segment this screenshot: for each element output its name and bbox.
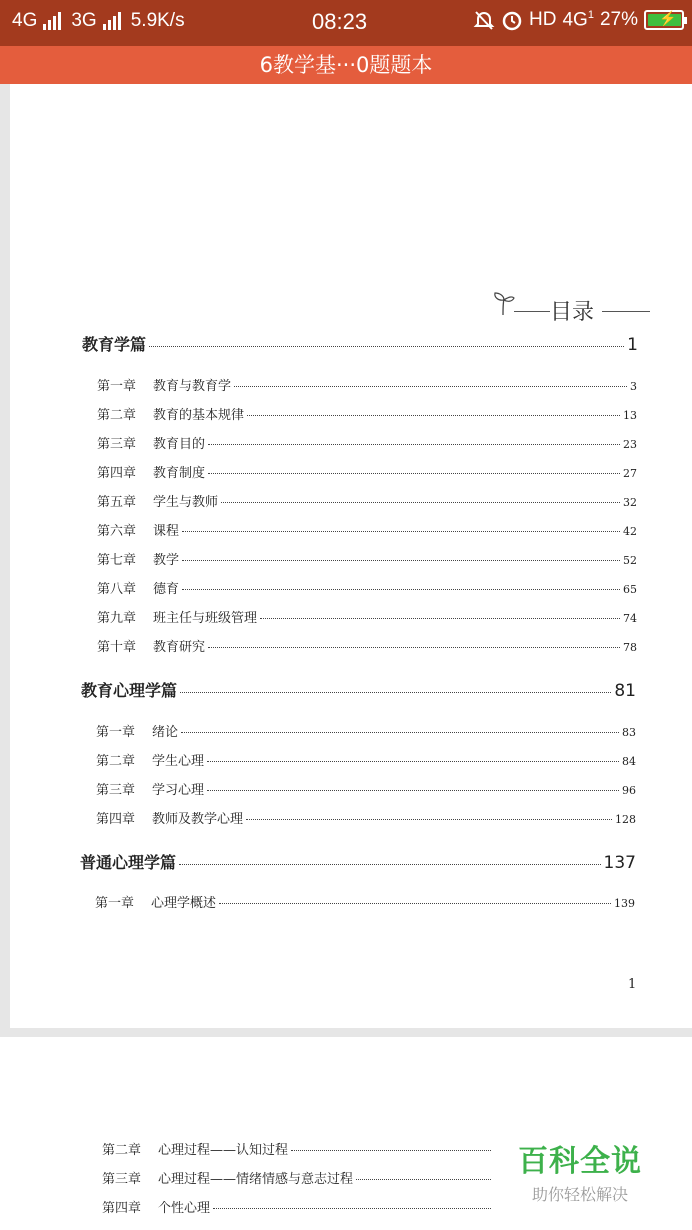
- toc-divider-right: [602, 311, 650, 312]
- chapter-title: 教师及教学心理: [152, 812, 244, 827]
- chapter-number: 第四章: [97, 466, 137, 481]
- chapter-title: 班主任与班级管理: [153, 611, 258, 626]
- toc-chapter[interactable]: [96, 808, 636, 827]
- chapter-title: 德育: [153, 582, 180, 597]
- chapter-page: 32: [623, 496, 637, 509]
- toc-chapter[interactable]: [97, 404, 637, 423]
- clock: 08:23: [312, 9, 368, 34]
- chapter-title: 心理学概述: [151, 896, 217, 911]
- toc-divider-left: [514, 311, 550, 312]
- chapter-page: 27: [623, 467, 637, 480]
- chapter-number: 第三章: [97, 437, 137, 452]
- toc-chapter[interactable]: [96, 750, 636, 769]
- chapter-number: 第一章: [96, 725, 136, 740]
- chapter-page: 128: [615, 813, 636, 826]
- chapter-title: 教育制度: [153, 466, 206, 481]
- chapter-title: 个性心理: [158, 1201, 211, 1216]
- chapter-page: 3: [630, 380, 637, 393]
- toc-chapter[interactable]: [95, 892, 635, 911]
- toc-heading: [492, 287, 652, 327]
- chapter-number: 第九章: [97, 611, 137, 626]
- toc-chapter[interactable]: [96, 779, 636, 798]
- chapter-page: 139: [614, 897, 635, 910]
- chapter-title: 学生心理: [152, 754, 205, 769]
- toc-section[interactable]: [80, 850, 636, 873]
- chapter-page: 78: [623, 641, 637, 654]
- toc-chapter[interactable]: [96, 721, 636, 740]
- chapter-page: 65: [623, 583, 637, 596]
- chapter-title: 心理过程——情绪情感与意志过程: [158, 1172, 354, 1187]
- section-title: 普通心理学篇: [80, 853, 177, 872]
- chapter-title: 绪论: [152, 725, 179, 740]
- toc-chapter[interactable]: [97, 636, 637, 655]
- toc-chapter[interactable]: [97, 433, 637, 452]
- toc-chapter[interactable]: [97, 491, 637, 510]
- chapter-number: 第四章: [102, 1201, 142, 1216]
- watermark-subtitle: 助你轻松解决: [531, 1185, 628, 1204]
- toc-section[interactable]: [81, 678, 636, 701]
- section-page: 81: [614, 681, 636, 701]
- chapter-title: 教育目的: [153, 437, 206, 452]
- chapter-page: 42: [623, 525, 637, 538]
- chapter-page: 52: [623, 554, 637, 567]
- toc-chapter[interactable]: [97, 462, 637, 481]
- document-title[interactable]: 6教学基···0题题本: [0, 46, 692, 84]
- network-type-3-label: 4G: [562, 9, 588, 31]
- battery-percent: 27%: [599, 9, 638, 31]
- chapter-page: 74: [623, 612, 637, 625]
- chapter-number: 第二章: [102, 1143, 142, 1158]
- section-page: 1: [627, 335, 638, 355]
- network-type-1: 4G: [12, 10, 38, 31]
- toc-chapter[interactable]: [102, 1139, 494, 1158]
- signal-icon-2: [103, 12, 121, 30]
- hd-label: HD: [529, 9, 557, 31]
- chapter-page: 84: [622, 755, 636, 768]
- toc-chapter[interactable]: [97, 520, 637, 539]
- toc-section[interactable]: [82, 332, 638, 355]
- chapter-title: 课程: [153, 524, 180, 539]
- chapter-title: 学生与教师: [153, 495, 219, 510]
- toc-chapter[interactable]: [97, 549, 637, 568]
- page-number: 1: [628, 977, 637, 992]
- chapter-number: 第三章: [102, 1172, 142, 1187]
- chapter-page: 83: [622, 726, 636, 739]
- chapter-title: 教学: [153, 553, 180, 568]
- watermark-title: 百科全说: [518, 1144, 642, 1179]
- chapter-page: 13: [623, 409, 637, 422]
- mute-bell-icon: [473, 9, 495, 31]
- chapter-number: 第四章: [96, 812, 136, 827]
- chapter-title: 教育研究: [153, 640, 206, 655]
- watermark-logo: [518, 1136, 642, 1205]
- chapter-number: 第三章: [96, 783, 136, 798]
- network-type-2: 3G: [71, 10, 97, 31]
- toc-heading-label: 目录: [550, 300, 595, 325]
- chapter-number: 第八章: [97, 582, 137, 597]
- sim-slot: 1: [587, 9, 594, 21]
- section-title: 教育心理学篇: [81, 681, 178, 700]
- chapter-number: 第二章: [96, 754, 136, 769]
- section-page: 137: [603, 853, 636, 873]
- alarm-icon: [501, 9, 523, 31]
- chapter-page: 96: [622, 784, 636, 797]
- toc-chapter[interactable]: [97, 578, 637, 597]
- chapter-page: 23: [623, 438, 637, 451]
- chapter-number: 第五章: [97, 495, 137, 510]
- signal-icon: [43, 12, 61, 30]
- chapter-title: 教育的基本规律: [153, 408, 245, 423]
- document-page-1[interactable]: [10, 84, 692, 1028]
- sprout-icon: [492, 289, 516, 317]
- chapter-number: 第七章: [97, 553, 137, 568]
- toc-chapter[interactable]: [102, 1168, 494, 1187]
- chapter-title: 心理过程——认知过程: [158, 1143, 289, 1158]
- chapter-number: 第一章: [95, 896, 135, 911]
- toc-chapter[interactable]: [97, 607, 637, 626]
- toc-chapter[interactable]: [97, 375, 637, 394]
- network-speed: 5.9K/s: [130, 10, 185, 31]
- chapter-title: 教育与教育学: [153, 379, 232, 394]
- chapter-number: 第六章: [97, 524, 137, 539]
- battery-icon: ⚡: [644, 10, 684, 30]
- chapter-number: 第二章: [97, 408, 137, 423]
- chapter-number: 第一章: [97, 379, 137, 394]
- status-bar: [0, 0, 692, 46]
- network-type-3: [562, 9, 593, 31]
- chapter-number: 第十章: [97, 640, 137, 655]
- toc-chapter[interactable]: [102, 1197, 494, 1216]
- chapter-title: 学习心理: [152, 783, 205, 798]
- section-title: 教育学篇: [82, 335, 147, 354]
